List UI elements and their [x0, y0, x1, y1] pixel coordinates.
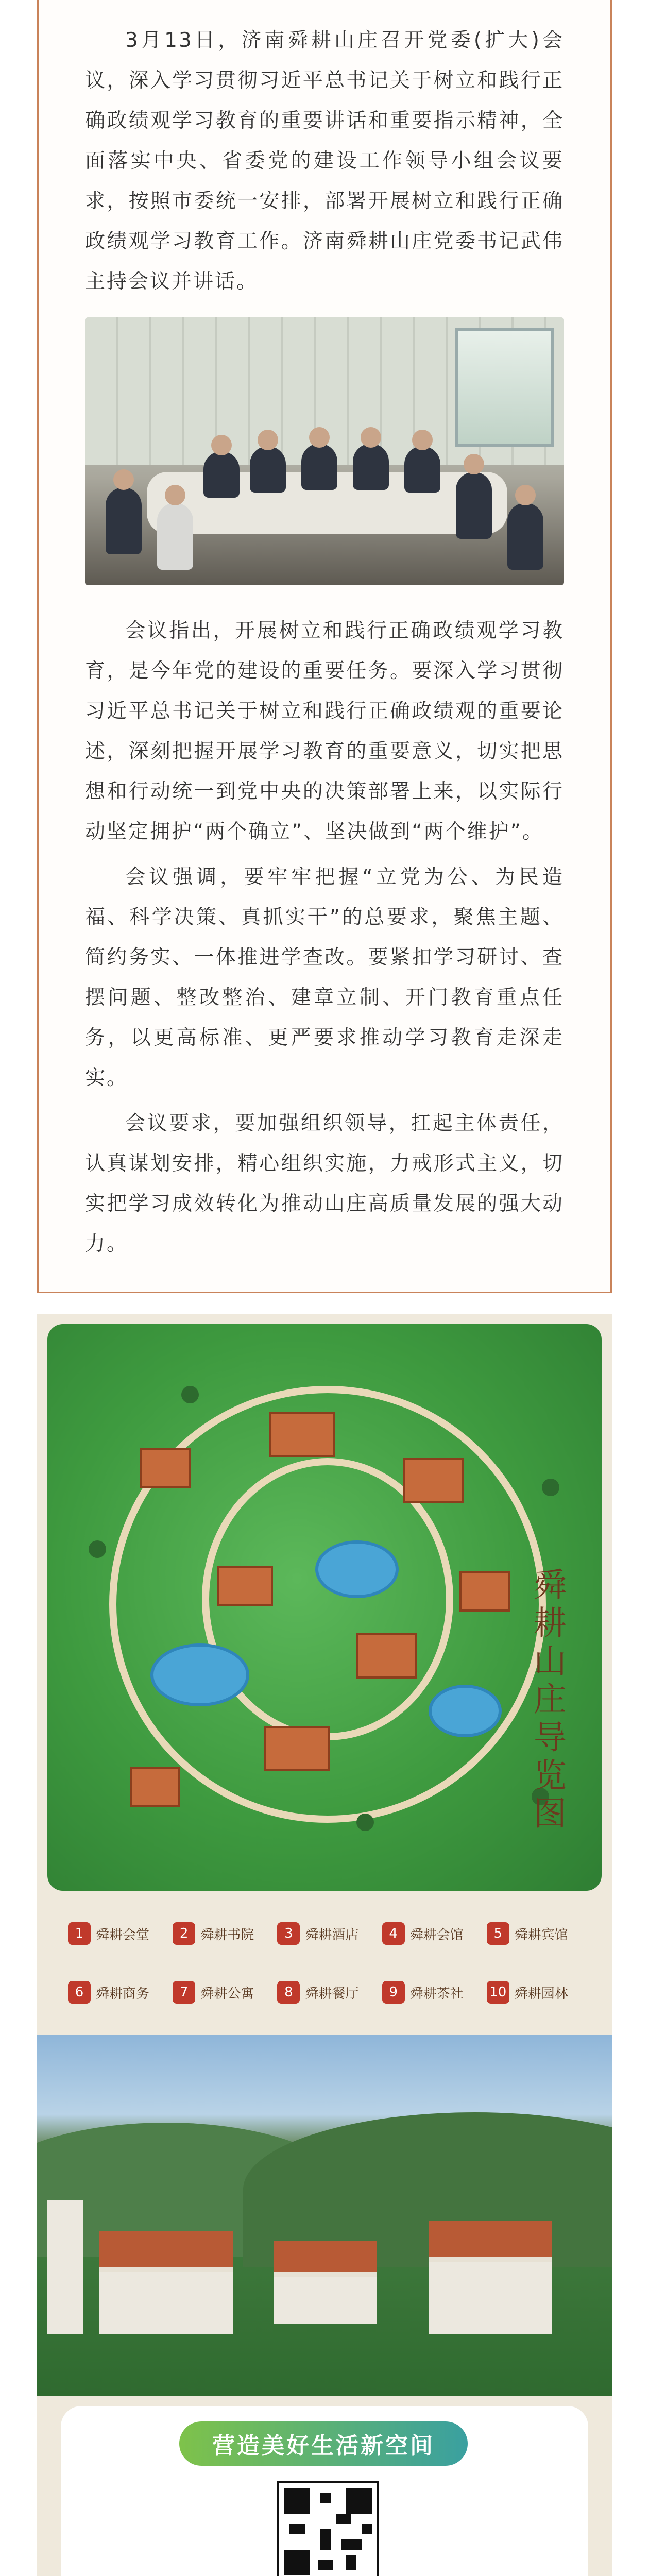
article-paragraph-2: 会议指出，开展树立和践行正确政绩观学习教育，是今年党的建设的重要任务。要深入学习贯彻习近平总书记关于树立和践行正确政绩观的重要论述，深刻把握开展学习教育的重要意义，切实把思想和行动统一到党中央的决策部署上来，以实际行动坚定拥护“两个确立”、坚决做到“两个维护”。: [85, 619, 564, 843]
park-map: [47, 1324, 602, 1891]
legend-item: 5 舜耕宾馆: [487, 1911, 583, 1956]
article-paragraph-1: 3月13日，济南舜耕山庄召开党委(扩大)会议，深入学习贯彻习近平总书记关于树立和践行正确政绩观学习教育的重要讲话和重要指示精神，全面落实中央、省委党的建设工作领导小组会议要求，按照市委统一安排，部署开展树立和践行正确政绩观学习教育工作。济南舜耕山庄党委书记武伟主持会议并讲话。: [85, 29, 564, 293]
map-legend: [68, 1911, 583, 2014]
legend-item: 8 舜耕餐厅: [277, 1970, 373, 2014]
contact-card: [61, 2406, 588, 2576]
legend-item: 4 舜耕会馆: [382, 1911, 479, 1956]
legend-item: 2 舜耕书院: [173, 1911, 269, 1956]
map-panel: [37, 1314, 612, 2576]
article-frame: [37, 0, 612, 1293]
legend-item: 9 舜耕茶社: [382, 1970, 479, 2014]
legend-item: 7 舜耕公寓: [173, 1970, 269, 2014]
legend-item: 1 舜耕会堂: [68, 1911, 164, 1956]
article-paragraph-4: 会议要求，要加强组织领导，扛起主体责任，认真谋划安排，精心组织实施，力戒形式主义，切实把学习成效转化为推动山庄高质量发展的强大动力。: [85, 1112, 564, 1256]
map-title: 舜耕山庄导览图: [528, 1567, 566, 1834]
aerial-photo: [37, 2035, 612, 2396]
legend-item: 10 舜耕园林: [487, 1970, 583, 2014]
legend-item: 3 舜耕酒店: [277, 1911, 373, 1956]
legend-item: 6 舜耕商务: [68, 1970, 164, 2014]
article-paragraph-3: 会议强调，要牢牢把握“立党为公、为民造福、科学决策、真抓实干”的总要求，聚焦主题、简约务实、一体推进学查改。要紧扣学习研讨、查摆问题、整改整治、建章立制、开门教育重点任务，以更高标准、更严要求推动学习教育走深走实。: [85, 866, 564, 1090]
slogan-banner: 营造美好生活新空间: [179, 2421, 468, 2466]
meeting-photo: [85, 317, 564, 585]
qr-code[interactable]: [277, 2481, 379, 2576]
